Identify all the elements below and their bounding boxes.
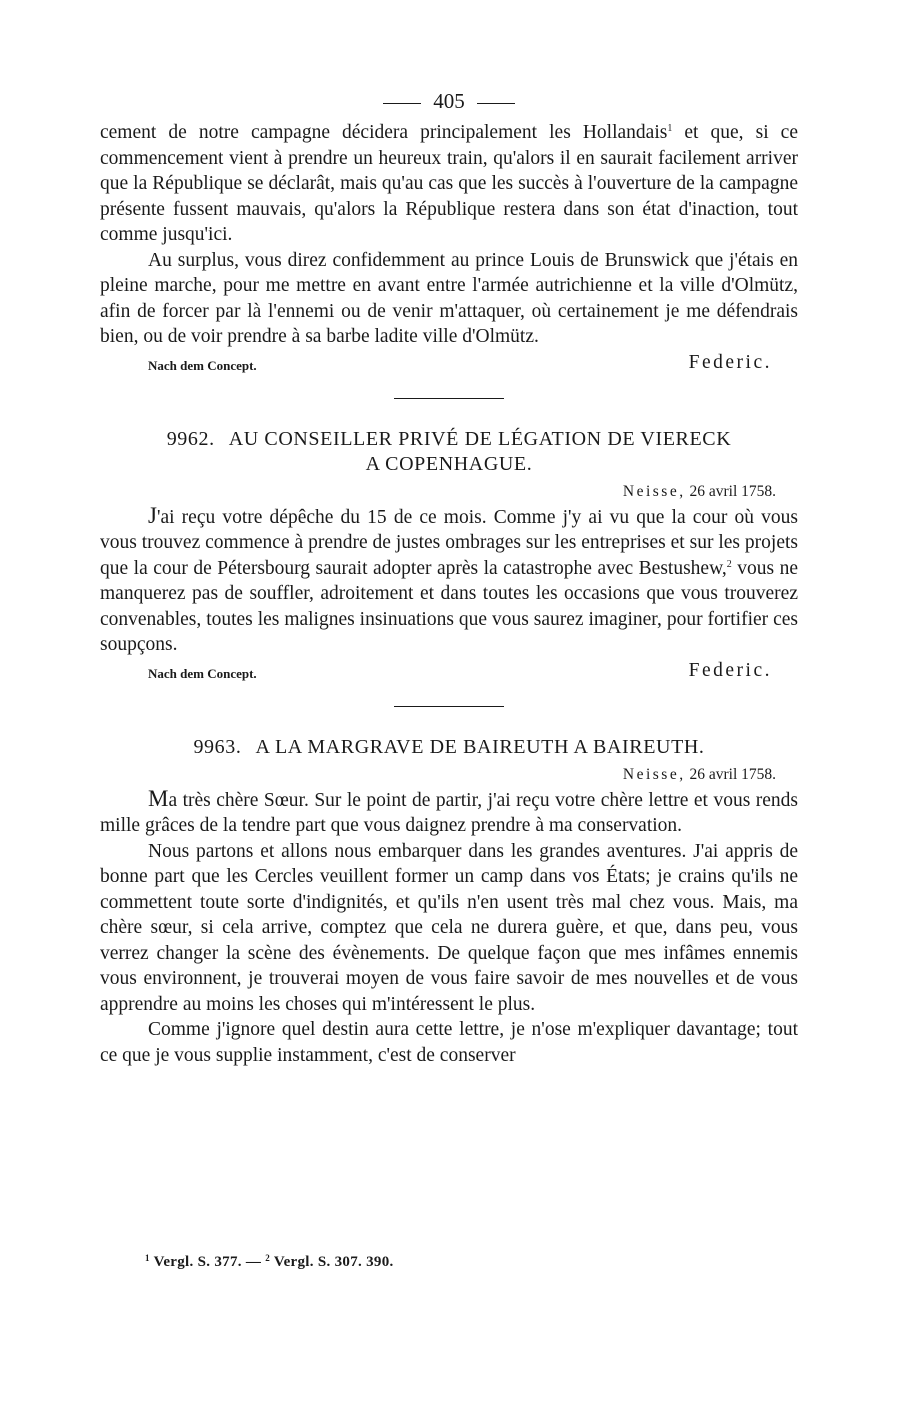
carryover-signature-row [100, 352, 798, 378]
footnote-ref-2: 2 [726, 558, 732, 570]
doc-heading-line1: AU CONSEILLER PRIVÉ DE LÉGATION DE VIERECK [228, 427, 732, 450]
doc-9963-paragraph-1 [100, 786, 798, 839]
page-number: 405 [433, 89, 465, 113]
dateline-place: Neisse, [622, 482, 686, 500]
doc-9963-paragraph-3: Comme j'ignore quel destin aura cette lettre, je n'ose m'expliquer davantage; tout ce que je vous supplie instamment, c'est de conserver [100, 1019, 798, 1066]
footnote-text-2: Vergl. S. 307. 390. [270, 1254, 394, 1270]
doc-9962-dateline [100, 481, 776, 503]
footnote-mark-2: 2 [265, 1253, 271, 1263]
header-dash-left [383, 103, 421, 104]
signature: Federic. [688, 659, 772, 681]
footnotes [145, 1254, 394, 1271]
drop-cap: J [148, 502, 157, 528]
carryover-text-rest: que, si ce commencement vient à prendre un heureux train, qu'alors il en saurait facilement arriver que la République se déclarât, mais qu'au cas que les succès à l'ouverture de la campagne présente fussent mauvais, qu'alors la République restera dans son état d'inaction, tout comme jusqu'ici. [100, 122, 798, 245]
doc-heading-line2: A COPENHAGUE. [365, 452, 533, 475]
doc-number: 9962. [166, 427, 215, 450]
doc-9962-signature-row [100, 660, 798, 686]
doc-9962-heading [100, 427, 798, 477]
dateline-place: Neisse, [622, 765, 686, 783]
carryover-text-et: et [672, 122, 699, 143]
doc-9963-paragraph-2: Nous partons et allons nous embarquer dans les grandes aventures. J'ai appris de bonne part que les Cercles veuillent former un camp dans vos États; je crains qu'ils ne commettent toute sorte d'indignités, et qu'ils n'en usent très mal chez vous. Mais, ma chère sœur, si cela arrive, comptez que cela ne durera guère, et que, dans peu, vous verrez changer la scène des évènements. De quelque façon que mes infâmes ennemis vous environnent, je trouverai moyen de vous faire savoir de mes nouvelles et de vous apprendre au moins les choses qui m'intéressent le plus. [100, 840, 798, 1015]
carryover-paragraph-2: Au surplus, vous direz confidemment au prince Louis de Brunswick que j'étais en pleine marche, pour me mettre en avant entre l'armée autrichienne et la ville d'Olmütz, afin de forcer par là l'ennemi ou de venir m'attaquer, où certainement je me défendrais bien, ou de voir prendre à sa barbe ladite ville d'Olmütz. [100, 249, 798, 347]
drop-cap: M [148, 785, 169, 811]
doc-9963-para1-text: a très chère Sœur. Sur le point de partir, j'ai reçu votre chère lettre et vous rends mille grâces de la tendre part que vous daignez prendre à ma conservation. [100, 789, 798, 836]
doc-9962-body-part1: 'ai reçu votre dépêche du 15 de ce mois. Comme j'y ai vu que la cour où vous vous trouvez commence à prendre de justes ombrages sur les entreprises et sur les projets que la cour de Pétersbourg saurait adopter après la catastrophe avec Bestushew, [100, 506, 798, 579]
book-page [100, 82, 798, 1068]
doc-9962-body [100, 503, 798, 658]
doc-number: 9963. [193, 735, 242, 758]
page-header [100, 82, 798, 120]
carryover-paragraph-1 [100, 120, 798, 248]
dateline-date: 26 avril 1758. [689, 482, 776, 500]
source-note: Nach dem Concept. [148, 357, 257, 373]
header-dash-right [477, 103, 515, 104]
section-separator [394, 398, 504, 399]
signature: Federic. [688, 351, 772, 373]
doc-9963-heading [100, 735, 798, 760]
footnote-ref-1: 1 [667, 123, 673, 134]
source-note: Nach dem Concept. [148, 665, 257, 681]
footnote-text-1: Vergl. S. 377. — [149, 1254, 266, 1270]
carryover-text-start: cement de notre campagne décidera principalement les Hollandais [100, 122, 668, 143]
dateline-date: 26 avril 1758. [689, 765, 776, 783]
section-separator [394, 706, 504, 707]
doc-heading-line1: A LA MARGRAVE DE BAIREUTH A BAIREUTH. [255, 735, 705, 758]
doc-9962-body-part2: vous ne manquerez pas de souffler, adroitement et dans toutes les occasions que vous trouverez convenables, toutes les malignes insinuations que vous saurez imaginer, pour fortifier ces soupçons. [100, 557, 798, 655]
doc-9963-dateline [100, 764, 776, 786]
footnote-mark-1: 1 [145, 1253, 150, 1263]
